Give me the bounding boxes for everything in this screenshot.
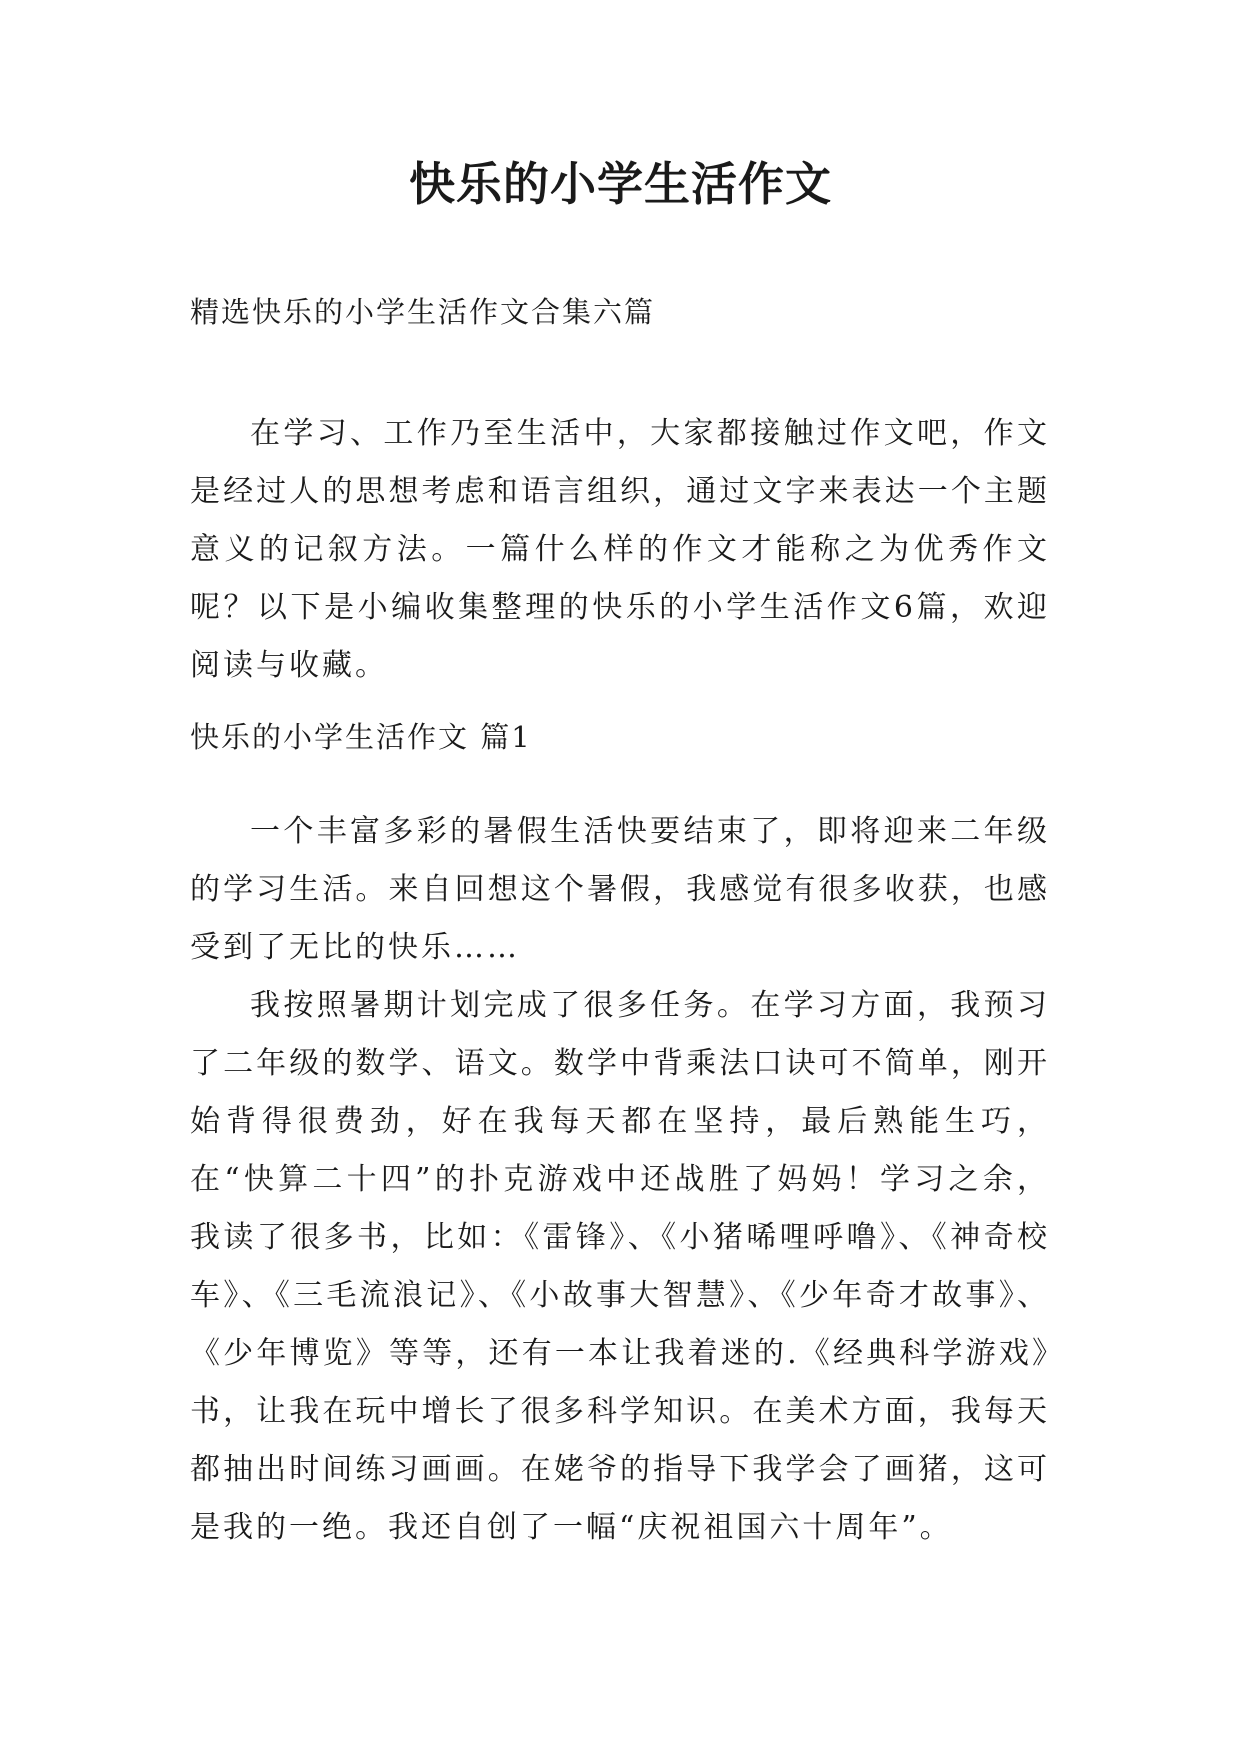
section-heading-1: 快乐的小学生活作文 篇1 [190,720,532,754]
body-paragraph-1: 一个丰富多彩的暑假生活快要结束了，即将迎来二年级的学习生活。来自回想这个暑假，我感觉有很多收获，也感受到了无比的快乐…… [190,814,1050,965]
intro-paragraph: 在学习、工作乃至生活中，大家都接触过作文吧，作文是经过人的思想考虑和语言组织，通过文字来表达一个主题意义的记叙方法。一篇什么样的作文才能称之为优秀作文呢？以下是小编收集整理的快乐的小学生活作文6篇，欢迎阅读与收藏。 [190,416,1050,683]
intro-block [190,405,1050,695]
body-paragraph-2: 我按照暑期计划完成了很多任务。在学习方面，我预习了二年级的数学、语文。数学中背乘法口诀可不简单，刚开始背得很费劲，好在我每天都在坚持，最后熟能生巧，在“快算二十四”的扑克游戏中还战胜了妈妈！学习之余，我读了很多书，比如：《雷锋》、《小猪唏哩呼噜》、《神奇校车》、《三毛流浪记》、《小故事大智慧》、《少年奇才故事》、《少年博览》等等，还有一本让我着迷的.《经典科学游戏》书，让我在玩中增长了很多科学知识。在美术方面，我每天都抽出时间练习画画。在姥爷的指导下我学会了画猪，这可是我的一绝。我还自创了一幅“庆祝祖国六十周年”。 [190,988,1050,1545]
section-body-1 [190,803,1050,1557]
document-subtitle: 精选快乐的小学生活作文合集六篇 [190,295,656,329]
document-title: 快乐的小学生活作文 [409,157,832,211]
